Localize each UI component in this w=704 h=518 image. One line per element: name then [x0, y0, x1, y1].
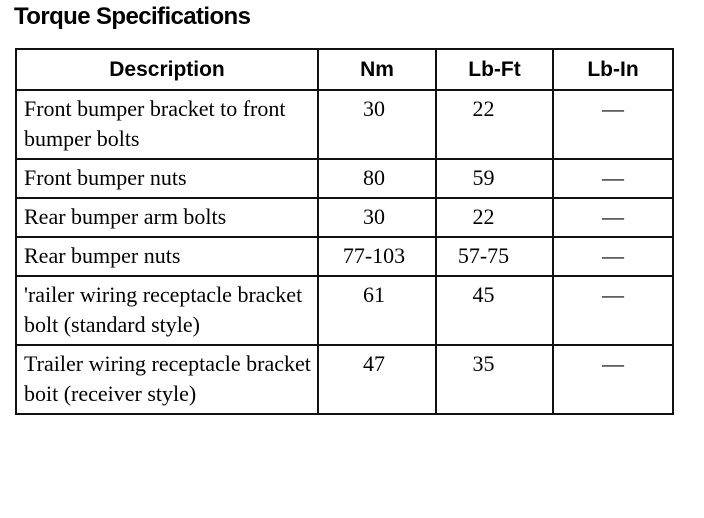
- column-header-description: Description: [16, 49, 318, 90]
- nm-cell: 61: [318, 276, 436, 345]
- column-header-lb-ft: Lb-Ft: [436, 49, 553, 90]
- header-row: [16, 49, 673, 90]
- nm-cell: 80: [318, 159, 436, 198]
- lb-ft-cell: 22: [436, 90, 553, 159]
- lb-in-cell: —: [553, 276, 673, 345]
- lb-ft-cell: 59: [436, 159, 553, 198]
- nm-cell: 30: [318, 90, 436, 159]
- table-row: [16, 198, 673, 237]
- table-row: [16, 276, 673, 345]
- description-cell: Front bumper nuts: [16, 159, 318, 198]
- description-cell: Front bumper bracket to front bumper bolts: [16, 90, 318, 159]
- nm-cell: 77-103: [318, 237, 436, 276]
- torque-spec-table: [15, 48, 674, 415]
- lb-ft-cell: 22: [436, 198, 553, 237]
- description-cell: Rear bumper nuts: [16, 237, 318, 276]
- lb-in-cell: —: [553, 345, 673, 414]
- table-row: [16, 159, 673, 198]
- table-row: [16, 90, 673, 159]
- table-row: [16, 237, 673, 276]
- table-row: [16, 345, 673, 414]
- lb-in-cell: —: [553, 90, 673, 159]
- column-header-nm: Nm: [318, 49, 436, 90]
- column-header-lb-in: Lb-In: [553, 49, 673, 90]
- lb-in-cell: —: [553, 159, 673, 198]
- lb-in-cell: —: [553, 198, 673, 237]
- lb-ft-cell: 35: [436, 345, 553, 414]
- page-title: Torque Specifications: [14, 3, 251, 30]
- description-cell: 'railer wiring receptacle bracket bolt (standard style): [16, 276, 318, 345]
- nm-cell: 30: [318, 198, 436, 237]
- lb-in-cell: —: [553, 237, 673, 276]
- nm-cell: 47: [318, 345, 436, 414]
- description-cell: Trailer wiring receptacle bracket boit (receiver style): [16, 345, 318, 414]
- lb-ft-cell: 57-75: [436, 237, 553, 276]
- description-cell: Rear bumper arm bolts: [16, 198, 318, 237]
- lb-ft-cell: 45: [436, 276, 553, 345]
